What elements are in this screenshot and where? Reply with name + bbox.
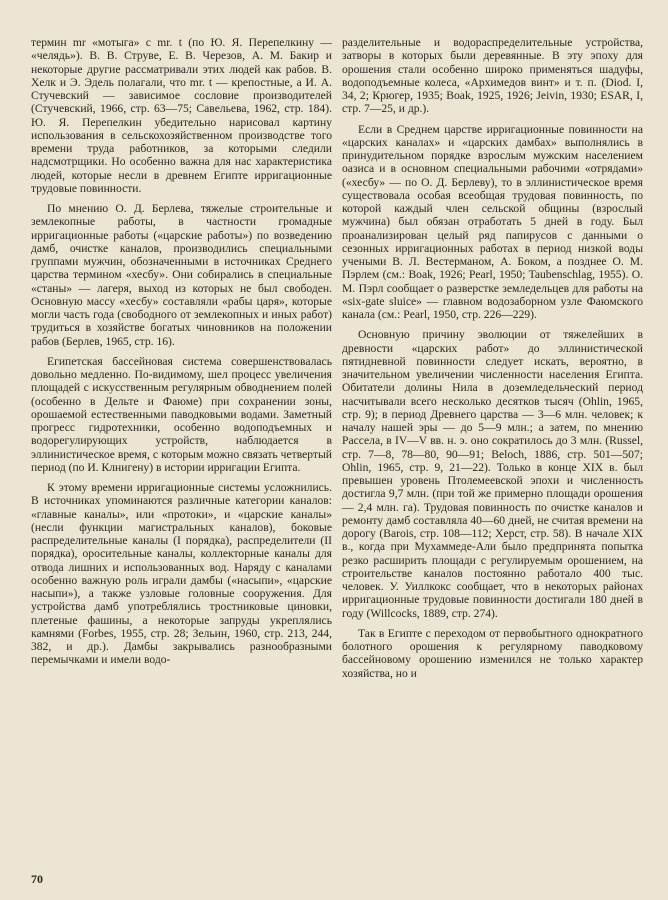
- paragraph: термин mr «мотыга» с mr. t (по Ю. Я. Перепелкину — «челядь»). В. В. Струве, Е. В. Черезов, А. М. Бакир и некоторые другие рассматривали этих людей как рабов. В. Хелк и Э. Эдель полагали, что mr. t — крепостные, а И. А. Стучевский — зависимое сословие производителей (Стучевский, 1966, стр. 63—75; Савельева, 1962, стр. 184). Ю. Я. Перепелкин убедительно нарисовал картину использования в сельскохозяйственном производстве того времени труда работников, за которыми следили надсмотрщики. Но особенно важна для нас характеристика людей, которые несли в древнем Египте ирригационные трудовые повинности.: [31, 36, 332, 195]
- paragraph: Так в Египте с переходом от первобытного однократного болотного орошения к регулярному паводковому бассейновому орошению изменился не только характер хозяйства, но и: [342, 626, 643, 680]
- page-number: 70: [31, 872, 43, 886]
- paragraph: разделительные и водораспределительные устройства, затворы в которых были деревянные. В эту эпоху для орошения стали особенно широко применяться шадуфы, водоподъемные колеса, «Архимедов винт» и т. п. (Diod. I, 34, 2; Крюгер, 1935; Boak, 1925, 1926; Jeivin, 1930; ESAR, I, стр. 7—25, и др.).: [342, 36, 643, 116]
- paragraph: Основную причину эволюции от тяжелейших в древности «царских работ» до эллинистической пятидневной повинности следует искать, вероятно, в значительном увеличении численности населения Египта. Обитатели долины Нила в доземледельческий период насчитывали всего несколько десятков тысяч (Ohlin, 1965, стр. 9); в период Древнего царства — 3—6 млн. человек; к началу нашей эры — до 5—9 млн.; а затем, по мнению Рассела, в IV—V вв. н. э. оно сократилось до 3 млн. (Russel, стр. 7—8, 78—80, 90—91; Beloch, 1886, стр. 501—507; Ohlin, 1965, стр. 9, 21—22). Только в конце XIX в. был превышен уровень Птолемеевской эпохи и численность достигла 9,7 млн. (при той же примерно площади орошения — 2,4 млн. га). Трудовая повинность по очистке каналов и ремонту дамб составляла 40—60 дней, не считая времени на дорогу (Barois, стр. 108—112; Херст, стр. 58). В начале XIX в., когда при Мухаммеде-Али было предпринята попытка резко расширить площади с регулируемым орошением, на строительстве каналов постоянно работало 400 тыс. человек. У. Уиллкокс сообщает, что в некоторых районах ирригационные трудовые повинности достигали 180 дней в году (Willcocks, 1889, стр. 274).: [342, 328, 643, 620]
- left-column: [31, 36, 332, 667]
- right-column: [342, 36, 643, 680]
- paragraph: Если в Среднем царстве ирригационные повинности на «царских каналах» и «царских дамбах» выполнялись в принудительном порядке взрослым мужским населением оазиса и в основном специальными рабочими «отрядами» («хесбу» — по О. Д. Берлеву), то в эллинистическое время существовала особая всеобщая трудовая повинность, по которой каждый член сельской общины (взрослый мужчина) был обязан отработать 5 дней в году. Был проанализирован целый ряд папирусов с данными о сезонных ирригационных работах в период низкой воды учеными В. Л. Вестерманом, А. Боком, а позднее О. М. Пэрлем (см.: Boak, 1926; Pearl, 1950; Taubenschlag, 1955). О. М. Пэрл сообщает о разверстке земледельцев для работы на «six-gate sluice» — главном водозаборном узле Фаюмского канала (см.: Pearl, 1950, стр. 226—229).: [342, 122, 643, 321]
- paragraph: По мнению О. Д. Берлева, тяжелые строительные и землекопные работы, в частности громадные ирригационные работы («царские работы») по возведению дамб, очистке каналов, производились специальными группами мужчин, обозначенными в источниках Среднего царства термином «хесбу». Они собирались в специальные «станы» — лагеря, выход из которых не был свободен. Основную массу «хесбу» составляли «рабы царя», которые могли часть года (свободного от землекопных и иных работ) трудиться в хозяйстве богатых чиновников на положении рабов (Берлев, 1965, стр. 16).: [31, 202, 332, 348]
- paragraph: К этому времени ирригационные системы усложнились. В источниках упоминаются различные категории каналов: «главные каналы», или «протоки», и «царские каналы» (несли функции магистральных каналов), боковые распределительные каналы (I порядка), распределители (II порядка), оросительные каналы, коллекторные каналы для отвода лишних и использованных вод. Наряду с каналами особенно важную роль играли дамбы («насыпи», «царские насыпи»), а также узловые головные сооружения. Для устройства дамб употреблялись тростниковые циновки, плетеные фашины, а некоторые запруды укреплялись камнями (Forbes, 1955, стр. 28; Зельин, 1960, стр. 213, 244, 382, и др.). Дамбы закрывались разнообразными перемычками и имели водо-: [31, 481, 332, 667]
- paragraph: Египетская бассейновая система совершенствовалась довольно медленно. По-видимому, шел процесс увеличения площадей с искусственным регулярным обводнением полей (особенно в Дельте и Фаюме) при сохранении зоны, орошаемой естественными паводковыми водами. Заметный прогресс гидротехники, особенно водоподъемных и водорегулирующих устройств, наблюдается в эллинистическое время, с которым можно связать четвертый период (по И. Клнигену) в истории ирригации Египта.: [31, 354, 332, 474]
